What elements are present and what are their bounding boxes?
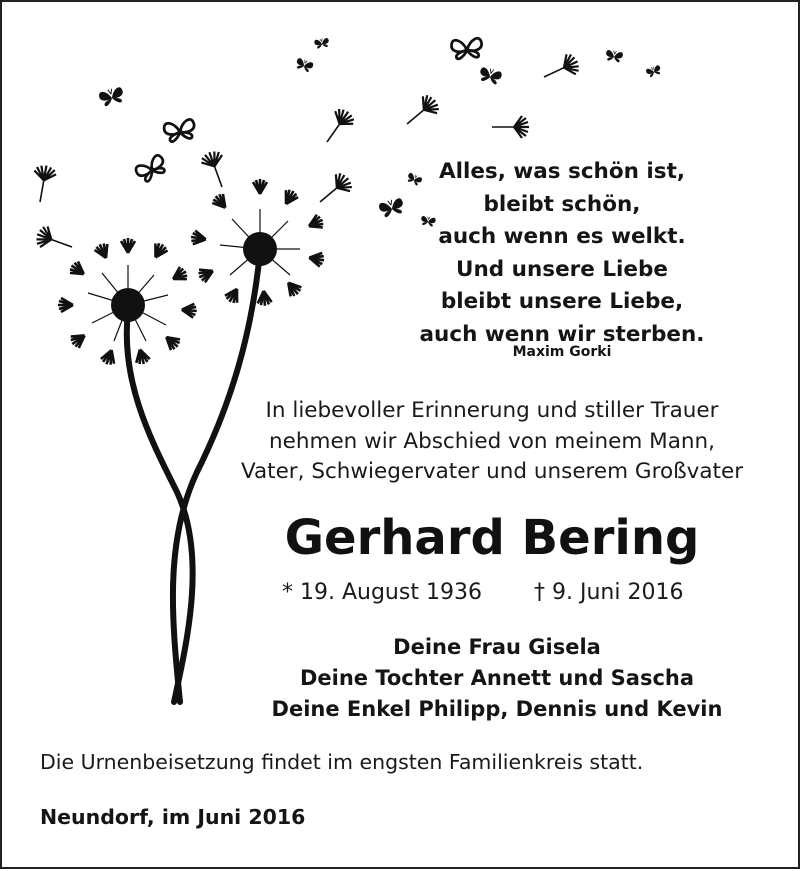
intro-line: nehmen wir Abschied von meinem Mann, [269, 428, 715, 454]
dandelion-seed-icon [33, 224, 75, 257]
dandelion-seed-icon [492, 116, 529, 138]
family-line: Deine Tochter Annett und Sascha [299, 666, 695, 690]
quote-line: bleibt unsere Liebe, [440, 289, 684, 314]
dandelion-seed-icon [313, 170, 355, 211]
intro-line: In liebevoller Erinnerung und stiller Trauer [265, 398, 719, 423]
butterfly-icon [478, 66, 503, 85]
butterfly-icon [295, 57, 315, 73]
dandelion-seed-icon [400, 92, 442, 133]
butterfly-icon [314, 37, 330, 49]
butterfly-icon [98, 86, 125, 107]
dandelion-seed-icon [199, 148, 232, 190]
death-date: † 9. Juni 2016 [534, 580, 684, 605]
quote-line: bleibt schön, [483, 191, 641, 217]
quote-author: Maxim Gorki [512, 344, 612, 360]
dandelion-seed-icon [318, 105, 357, 148]
intro-line: Vater, Schwiegervater und unserem Großvater [240, 459, 744, 484]
burial-notice: Die Urnenbeisetzung findet im engsten Familienkreis statt. [40, 750, 644, 774]
butterfly-icon [163, 119, 196, 143]
family-signatures [237, 632, 757, 725]
dandelion-seed-icon [29, 164, 57, 204]
intro-text [207, 396, 777, 488]
birth-date: * 19. August 1936 [282, 580, 482, 605]
family-line: Deine Enkel Philipp, Dennis und Kevin [271, 697, 723, 721]
quote-line: auch wenn es welkt. [438, 224, 686, 249]
place-date: Neundorf, im Juni 2016 [40, 805, 306, 829]
quote [402, 156, 722, 351]
butterfly-icon [605, 49, 624, 63]
family-line: Deine Frau Gisela [393, 635, 601, 659]
dandelion-seed-icon [539, 51, 582, 87]
quote-line: Und unsere Liebe [456, 256, 668, 282]
quote-line: auch wenn wir sterben. [419, 321, 705, 347]
butterfly-icon [645, 64, 662, 78]
butterfly-icon [451, 38, 483, 59]
deceased-name: Gerhard Bering [284, 510, 700, 566]
butterfly-icon [134, 154, 168, 184]
quote-line: Alles, was schön ist, [438, 159, 686, 184]
